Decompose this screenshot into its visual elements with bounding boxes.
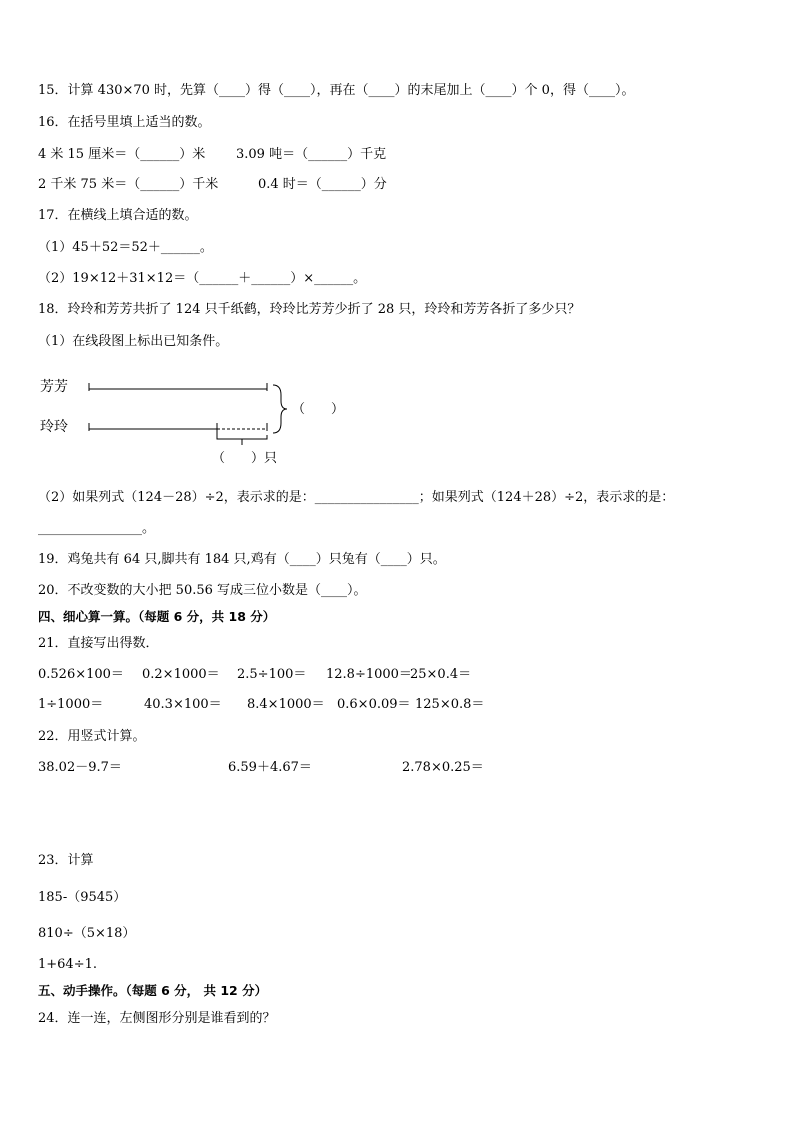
question-15: 15．计算 430×70 时，先算（____）得（____），再在（____）的末尾加上（____）个 0，得（____）。	[38, 83, 635, 98]
brace-blank: （ ）	[292, 402, 345, 417]
q21-r1-c4: 12.8÷1000＝	[326, 667, 412, 682]
q21-r1-c2: 0.2×1000＝	[142, 667, 220, 682]
q22-item-2: 6.59＋4.67＝	[228, 760, 312, 775]
question-16-row1-a: 4 米 15 厘米＝（______）米	[38, 147, 206, 162]
q21-r2-c4: 0.6×0.09＝	[337, 697, 411, 712]
q21-r2-c3: 8.4×1000＝	[247, 697, 325, 712]
difference-bracket	[217, 435, 267, 445]
segment-diagram	[30, 365, 360, 475]
q23-item-2: 810÷（5×18）	[38, 926, 136, 941]
q23-item-3: 1+64÷1.	[38, 957, 98, 972]
label-lingling: 玲玲	[40, 419, 68, 435]
question-19: 19．鸡兔共有 64 只,脚共有 184 只,鸡有（____）只兔有（____）只。	[38, 552, 446, 567]
question-24: 24．连一连，左侧图形分别是谁看到的？	[38, 1011, 276, 1026]
q21-r2-c5: 125×0.8＝	[415, 697, 485, 712]
q21-r2-c2: 40.3×100＝	[144, 697, 222, 712]
q21-r1-c5: 25×0.4＝	[410, 667, 472, 682]
section-4-heading: 四、细心算一算。（每题 6 分，共 18 分）	[38, 609, 276, 624]
question-20: 20．不改变数的大小把 50.56 写成三位小数是（____）。	[38, 583, 367, 598]
question-21-title: 21．直接写出得数．	[38, 636, 159, 651]
question-23-title: 23．计算	[38, 853, 94, 868]
question-16-row2-b: 0.4 时＝（______）分	[258, 177, 387, 192]
under-blank: （ ）只	[212, 451, 278, 466]
section-5-heading: 五、动手操作。（每题 6 分， 共 12 分）	[38, 983, 268, 998]
question-16-title: 16．在括号里填上适当的数。	[38, 115, 211, 130]
label-fangfang: 芳芳	[40, 379, 68, 395]
question-22-title: 22．用竖式计算。	[38, 729, 146, 744]
question-17-title: 17．在横线上填合适的数。	[38, 208, 198, 223]
q21-r1-c1: 0.526×100＝	[38, 667, 124, 682]
question-17-part1: （1）45＋52＝52＋______。	[38, 240, 213, 255]
q22-item-3: 2.78×0.25＝	[402, 760, 484, 775]
q23-item-1: 185-（9545）	[38, 890, 127, 905]
question-16-row1-b: 3.09 吨＝（______）千克	[236, 147, 387, 162]
question-18-title: 18．玲玲和芳芳共折了 124 只千纸鹤，玲玲比芳芳少折了 28 只，玲玲和芳芳各折了多少只？	[38, 302, 581, 317]
q22-item-1: 38.02－9.7＝	[38, 760, 122, 775]
q21-r1-c3: 2.5÷100＝	[237, 667, 307, 682]
question-16-row2-a: 2 千米 75 米＝（______）千米	[38, 177, 219, 192]
question-18-part2-blank: ________________。	[38, 521, 156, 536]
question-17-part2: （2）19×12＋31×12＝（______＋______）×______。	[38, 271, 367, 286]
question-18-part2: （2）如果列式（124－28）÷2，表示求的是：________________；如果列式（124＋28）÷2，表示求的是：	[38, 490, 675, 505]
question-18-part1: （1）在线段图上标出已知条件。	[38, 334, 229, 349]
q21-r2-c1: 1÷1000＝	[38, 697, 104, 712]
total-brace	[273, 385, 287, 433]
